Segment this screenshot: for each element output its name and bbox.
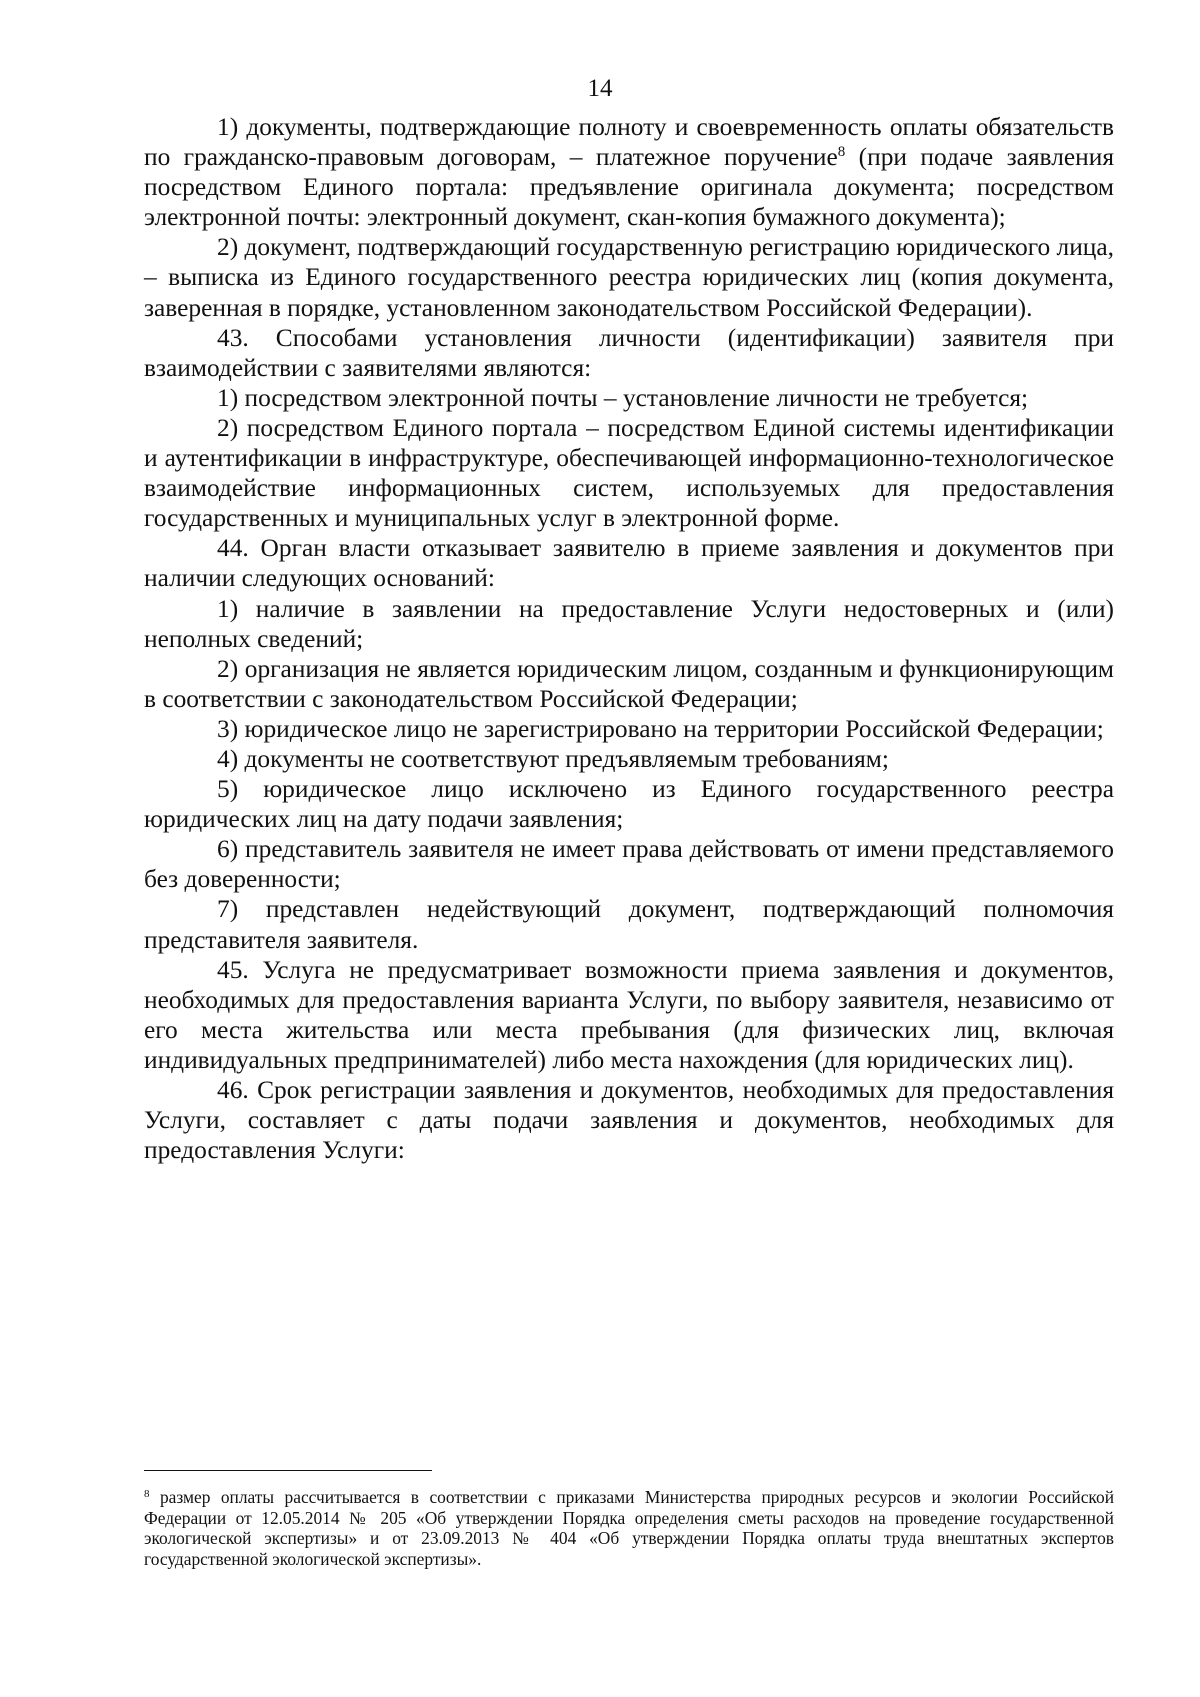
paragraph-43-identification-methods: 43. Способами установления личности (идентификации) заявителя при взаимодействии с заявителями являются:: [144, 323, 1114, 382]
paragraph-43-item-1-email: 1) посредством электронной почты – установление личности не требуется;: [217, 383, 1029, 412]
footnote-reference: 8: [837, 144, 846, 161]
paragraph-44-item-7: 7) представлен недействующий документ, подтверждающий полномочия представителя заявителя.: [144, 895, 1114, 954]
paragraph-44-item-5: 5) юридическое лицо исключено из Единого государственного реестра юридических лиц на дату подачи заявления;: [144, 775, 1114, 834]
paragraph-2-registration-document: 2) документ, подтверждающий государственную регистрацию юридического лица, – выписка из Единого государственного реестра юридических лиц (копия документа, заверенная в порядке, установленном законодательством Российской Федерации).: [144, 233, 1114, 322]
footnote-8: [144, 1487, 1114, 1569]
paragraph-text: 1) документы, подтверждающие полноту и своевременность оплаты обязательств по гражданско-правовым договорам, – платежное поручение: [144, 113, 1114, 172]
paragraph-44-refusal-grounds: 44. Орган власти отказывает заявителю в приеме заявления и документов при наличии следующих оснований:: [144, 534, 1114, 593]
page-number: 14: [587, 75, 613, 102]
paragraph-44-item-6: 6) представитель заявителя не имеет права действовать от имени представляемого без доверенности;: [144, 835, 1114, 894]
paragraph-1-documents-payment: [144, 112, 1114, 232]
footnote-text: размер оплаты рассчитывается в соответствии с приказами Министерства природных ресурсов и экологии Российской Федерации от 12.05.2014 № 205 «Об утверждении Порядка определения сметы расходов на проведение государственной экологической экспертизы» и от 23.09.2013 № 404 «Об утверждении Порядка оплаты труда внештатных экспертов государственной экологической экспертизы».: [144, 1487, 1114, 1569]
footnote-separator: [144, 1470, 432, 1471]
body-text: [144, 112, 1114, 1165]
paragraph-44-item-3: 3) юридическое лицо не зарегистрировано на территории Российской Федерации;: [217, 714, 1104, 743]
paragraph-44-item-4: 4) документы не соответствуют предъявляемым требованиям;: [217, 744, 889, 773]
paragraph-44-item-2: 2) организация не является юридическим лицом, созданным и функционирующим в соответствии с законодательством Российской Федерации;: [144, 654, 1114, 713]
paragraph-45-extraterritorial: 45. Услуга не предусматривает возможности приема заявления и документов, необходимых для предоставления варианта Услуги, по выбору заявителя, независимо от его места жительства или места пребывания (для физических лиц, включая индивидуальных предпринимателей) либо места нахождения (для юридических лиц).: [144, 955, 1114, 1074]
paragraph-text: (при подаче заявления посредством Единого портала: предъявление оригинала документа; посредством электронной почты: электронный документ, скан-копия бумажного документа);: [144, 143, 1114, 232]
paragraph-44-item-1: 1) наличие в заявлении на предоставление Услуги недостоверных и (или) неполных сведений;: [144, 594, 1114, 653]
footnote-mark: 8: [144, 1488, 150, 1500]
paragraph-46-registration-term: 46. Срок регистрации заявления и документов, необходимых для предоставления Услуги, составляет с даты подачи заявления и документов, необходимых для предоставления Услуги:: [144, 1076, 1114, 1165]
paragraph-43-item-2-portal: 2) посредством Единого портала – посредством Единой системы идентификации и аутентификации в инфраструктуре, обеспечивающей информационно-технологическое взаимодействие информационных систем, используемых для предоставления государственных и муниципальных услуг в электронной форме.: [144, 413, 1114, 533]
